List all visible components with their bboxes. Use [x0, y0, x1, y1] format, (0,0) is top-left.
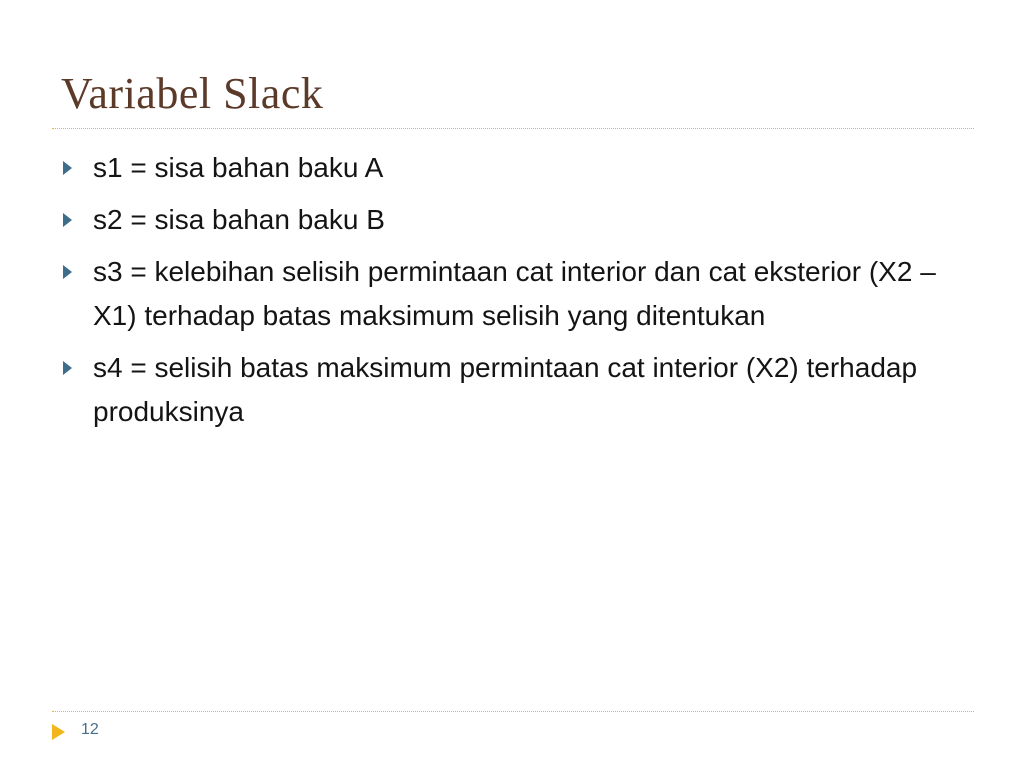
- footer-arrow-icon: [52, 724, 65, 740]
- bullet-text: s4 = selisih batas maksimum permintaan cat interior (X2) terhadap produksinya: [93, 352, 918, 427]
- bullet-item: [60, 346, 960, 434]
- bullet-arrow-icon: [63, 265, 72, 279]
- footer-divider: [52, 711, 974, 712]
- bullet-list: [60, 146, 960, 442]
- bullet-arrow-icon: [63, 161, 72, 175]
- bullet-item: [60, 146, 960, 190]
- bullet-item: [60, 250, 960, 338]
- bullet-item: [60, 198, 960, 242]
- slide-title: Variabel Slack: [61, 69, 324, 118]
- bullet-arrow-icon: [63, 213, 72, 227]
- bullet-arrow-icon: [63, 361, 72, 375]
- bullet-text: s2 = sisa bahan baku B: [93, 204, 385, 235]
- bullet-text: s1 = sisa bahan baku A: [93, 152, 384, 183]
- bullet-text: s3 = kelebihan selisih permintaan cat interior dan cat eksterior (X2 – X1) terhadap batas maksimum selisih yang ditentukan: [93, 256, 936, 331]
- title-divider: [52, 128, 974, 129]
- page-number: 12: [81, 721, 99, 738]
